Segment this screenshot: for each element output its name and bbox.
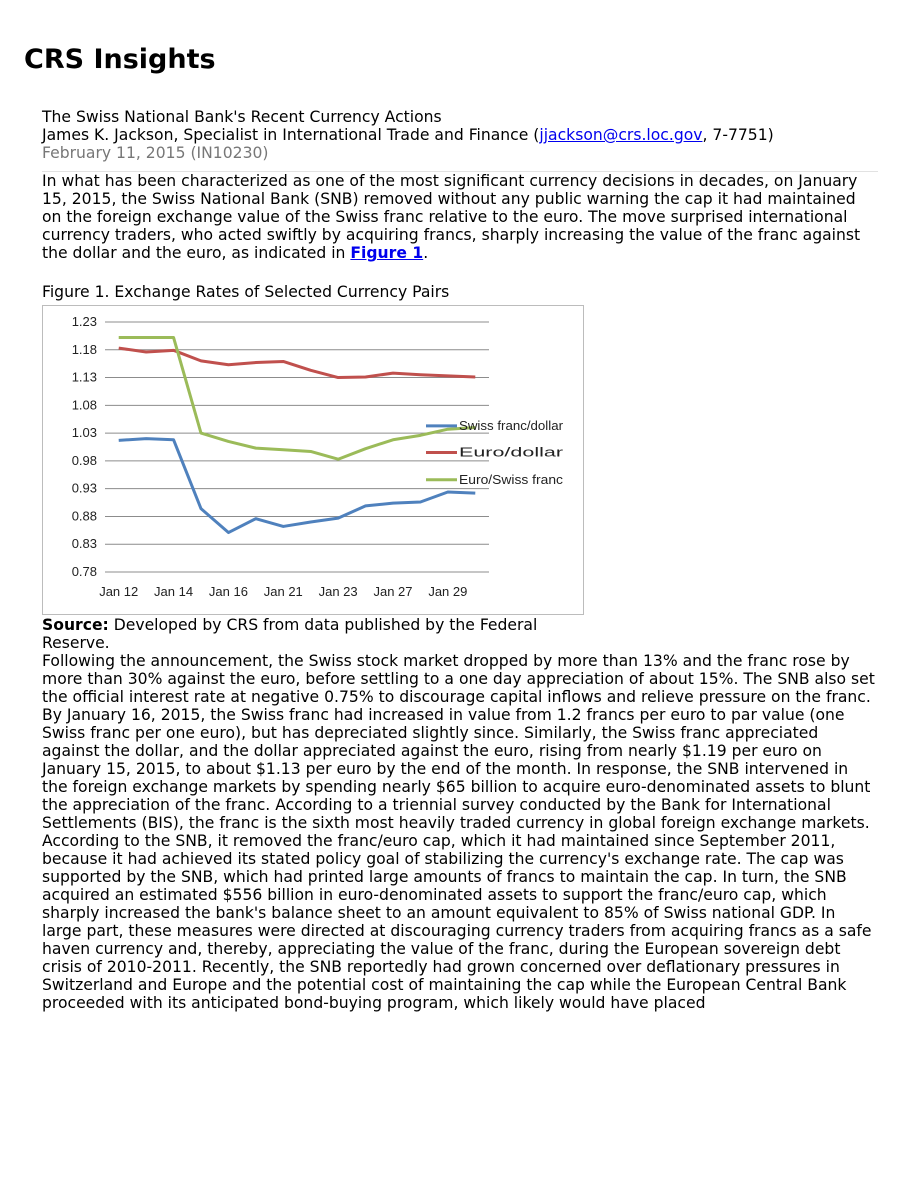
y-tick-label: 0.93 (71, 480, 97, 496)
author-prefix: James K. Jackson, Specialist in International Trade and Finance ( (42, 126, 540, 144)
article (42, 108, 878, 1012)
y-tick-label: 0.88 (71, 508, 97, 524)
legend-label: Swiss franc/dollar (459, 417, 564, 433)
article-title: The Swiss National Bank's Recent Currency Actions (42, 108, 442, 126)
x-tick-label: Jan 21 (263, 584, 303, 599)
y-tick-label: 0.98 (71, 452, 97, 468)
chart-svg (43, 306, 583, 614)
source-label: Source: (42, 616, 109, 634)
exchange-rate-chart (42, 305, 584, 615)
series-line-0 (119, 439, 476, 533)
y-tick-label: 0.78 (71, 564, 97, 579)
page-banner: CRS Insights (24, 44, 216, 75)
figure-caption: Figure 1. Exchange Rates of Selected Currency Pairs (42, 283, 450, 301)
y-tick-label: 1.23 (71, 314, 97, 329)
x-tick-label: Jan 12 (99, 584, 139, 599)
legend-label: Euro/Swiss franc (459, 471, 564, 487)
x-tick-label: Jan 29 (428, 584, 468, 599)
paragraph-1 (42, 172, 878, 262)
x-tick-label: Jan 23 (318, 584, 358, 599)
paragraph-2: Following the announcement, the Swiss stock market dropped by more than 13% and the franc rose by more than 30% against the euro, before settling to a one day appreciation of about 15%. The SNB also set the official interest rate at negative 0.75% to discourage capital inflows and relieve pressure on the franc. By January 16, 2015, the Swiss franc had increased in value from 1.2 francs per euro to par value (one Swiss franc per one euro), but has depreciated slightly since. Similarly, the Swiss franc appreciated against the dollar, and the dollar appreciated against the euro, rising from nearly $1.19 per euro on January 15, 2015, to about $1.13 per euro by the end of the month. In response, the SNB intervened in the foreign exchange markets by spending nearly $65 billion to acquire euro-denominated assets to blunt the appreciation of the franc. According to a triennial survey conducted by the Bank for International Settlements (BIS), the franc is the sixth most heavily traded currency in global foreign exchange markets. (42, 652, 875, 832)
source-text: Developed by CRS from data published by the Federal Reserve. (42, 616, 538, 652)
figure-source (42, 616, 562, 652)
x-tick-label: Jan 16 (208, 584, 248, 599)
y-tick-label: 0.83 (71, 536, 97, 552)
x-tick-label: Jan 27 (373, 584, 413, 599)
paragraph-1-end: . (423, 244, 429, 262)
publish-date: February 11, 2015 (IN10230) (42, 144, 269, 162)
author-line (42, 126, 878, 144)
figure-1-link[interactable]: Figure 1 (350, 244, 424, 262)
paragraph-3: According to the SNB, it removed the franc/euro cap, which it had maintained since September 2011, because it had achieved its stated policy goal of stabilizing the currency's exchange rate. The cap was supported by the SNB, which had printed large amounts of francs to maintain the cap. In turn, the SNB acquired an estimated $556 billion in euro-denominated assets to support the franc/euro cap, which sharply increased the bank's balance sheet to an amount equivalent to 85% of Swiss national GDP. In large part, these measures were directed at discouraging currency traders from acquiring francs as a safe haven currency and, thereby, appreciating the value of the franc, during the European sovereign debt crisis of 2010-2011. Recently, the SNB reportedly had grown concerned over deflationary pressures in Switzerland and Europe and the potential cost of maintaining the cap while the European Central Bank proceeded with its anticipated bond-buying program, which likely would have placed (42, 832, 872, 1012)
series-line-1 (119, 348, 476, 377)
y-tick-label: 1.08 (71, 397, 97, 413)
paragraph-1-text: In what has been characterized as one of the most significant currency decisions in decades, on January 15, 2015, the Swiss National Bank (SNB) removed without any public warning the cap it had maintained on the foreign exchange value of the Swiss franc relative to the euro. The move surprised international currency traders, who acted swiftly by acquiring francs, sharply increasing the value of the franc against the dollar and the euro, as indicated in (42, 172, 861, 262)
author-email-link[interactable]: jjackson@crs.loc.gov (539, 126, 703, 144)
author-suffix: , 7-7751) (702, 126, 774, 144)
y-tick-label: 1.18 (71, 341, 97, 357)
legend-label: Euro/dollar (459, 444, 565, 460)
x-tick-label: Jan 14 (154, 584, 194, 599)
y-tick-label: 1.03 (71, 425, 97, 441)
y-tick-label: 1.13 (71, 369, 97, 385)
